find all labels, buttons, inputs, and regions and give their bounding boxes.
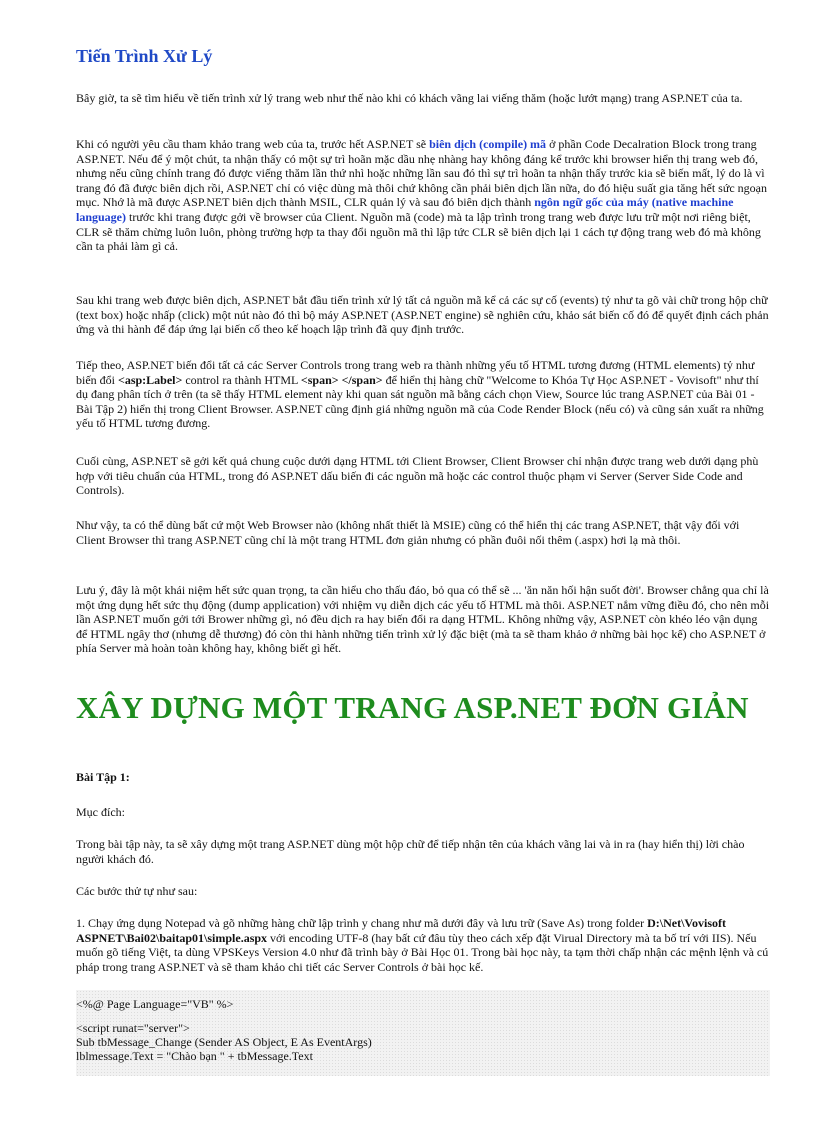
- section-title: Tiến Trình Xử Lý: [76, 46, 213, 66]
- main-heading: XÂY DỰNG MỘT TRANG ASP.NET ĐƠN GIẢN: [76, 690, 749, 725]
- code-line: <%@ Page Language="VB" %>: [76, 997, 234, 1011]
- paragraph-intro: Bây giờ, ta sẽ tìm hiểu về tiến trình xử lý trang web như thế nào khi có khách vãng lai viếng thăm (hoặc lướt mạng) trang ASP.NET của ta.: [76, 91, 743, 105]
- file-path: D:\Net\Vovisoft ASPNET\Bai02\baitap01\simple.aspx: [76, 916, 726, 945]
- term-compile: biên dịch (compile) mã: [429, 137, 547, 151]
- paragraph-server-controls: Tiếp theo, ASP.NET biến đổi tất cả các Server Controls trong trang web ra thành những yếu tố HTML tương đương (HTML elements) tỷ như biến đổi <asp:Label> control ra thành HTML <span> </span> để hiển thị hàng chữ "Welcome to Khóa Tự Học ASP.NET - Vovisoft" như thí dụ đang phân tích ở trên (ta sẽ thấy HTML element này khi quan sát nguồn mã bằng cách chọn View, Source lúc trang ASP.NET của Bài 01 - Bài Tập 2) hiển thị trong Client Browser. ASP.NET cũng định giá những nguồn mã của Code Render Block (nếu có) và cũng sản xuất ra những yếu tố HTML tương đương.: [76, 358, 764, 431]
- code-asp-label: <asp:Label>: [118, 372, 183, 387]
- step-1: 1. Chạy ứng dụng Notepad và gõ những hàng chữ lập trình y chang như mã dưới đây và lưu trữ (Save As) trong folder D:\Net\Vovisoft ASPNET\Bai02\baitap01\simple.aspx với encoding UTF-8 (hay bất cứ đâu tùy theo cách xếp đặt Virual Directory mà ta bố trí với IIS). Nếu muốn gõ tiếng Việt, ta dùng VPSKeys Version 4.0 như đã trình bày ở Bài Học 01. Trong bài học này, ta tạm thời chấp nhận các mệnh lệnh và cú pháp trong trang ASP.NET và sẽ tham khảo chi tiết các Server Controls ở bài học kế.: [76, 916, 769, 974]
- code-line: <script runat="server">: [76, 1021, 190, 1035]
- paragraph-result: Cuối cùng, ASP.NET sẽ gởi kết quả chung cuộc dưới dạng HTML tới Client Browser, Client Browser chỉ nhận được trang web dưới dạng phù hợp với tiêu chuẩn của HTML, trong đó ASP.NET dấu biến đi các nguồn mã hoặc các control thuộc phạm vi Server (Server Side Code and Controls).: [76, 454, 759, 498]
- code-block: [76, 990, 770, 1076]
- code-line: lblmessage.Text = "Chào bạn " + tbMessage.Text: [76, 1049, 313, 1063]
- code-line: Sub tbMessage_Change (Sender AS Object, E As EventArgs): [76, 1035, 372, 1049]
- purpose-label: Mục đích:: [76, 805, 125, 819]
- paragraph-note: Lưu ý, đây là một khái niệm hết sức quan trọng, ta cần hiểu cho thấu đáo, bỏ qua có thể sẽ ... 'ăn năn hối hận suốt đời'. Browser chẳng qua chỉ là một ứng dụng hết sức thụ động (dump application) với nhiệm vụ diễn dịch các yếu tố HTML mà thôi. ASP.NET nắm vững điều đó, cho nên mỗi lần ASP.NET muốn gởi tới Brower những gì, nó đều dịch ra hay biến đổi ra dạng HTML. Không những vậy, ASP.NET còn khéo léo vận dụng để HTML ngây thơ (nhưng dễ thương) đó còn thi hành những tiến trình xử lý đặc biệt (mà ta sẽ tham khảo ở những bài học kế) cho ASP.NET ở phía Server mà hoàn toàn không hay, không biết gì hết.: [76, 583, 770, 656]
- purpose-text: Trong bài tập này, ta sẽ xây dựng một trang ASP.NET dùng một hộp chữ để tiếp nhận tên của khách vãng lai và in ra (hay hiển thị) lời chào người khách đó.: [76, 837, 745, 866]
- paragraph-compile: Khi có người yêu cầu tham khảo trang web của ta, trước hết ASP.NET sẽ biên dịch (compile) mã ở phần Code Decalration Block trong trang ASP.NET. Nếu để ý một chút, ta nhận thấy có một sự trì hoãn mặc dầu nhẹ nhàng hay không đáng kể trước khi browser hiển thị trang web đó, nhưng nếu cũng chính trang đó được viếng thăm lần thứ nhì hoặc những lần sau đó thì sự trì hoãn ta nhận thấy trước kia sẽ biến mất, lý do là vì trang đó đã được biên dịch rồi, ASP.NET chỉ có việc dùng mà thôi chứ không cần phải biên dịch lần nữa, do đó hiệu suất gia tăng hết sức ngoạn mục. Nhớ là mã được ASP.NET biên dịch thành MSIL, CLR quản lý và sau đó biên dịch thành ngôn ngữ gốc của máy (native machine language) trước khi trang được gởi về browser của Client. Nguồn mã (code) mà ta lập trình trong trang web được lưu trữ một nơi riêng biệt, CLR sẽ thăm chừng luôn luôn, phòng trường hợp ta thay đổi nguồn mã thì lập tức CLR sẽ biên dịch lại 1 cách tự động trang web đó mà không cần ta phải làm gì cả.: [76, 137, 767, 254]
- term-native-language: ngôn ngữ gốc của máy (native machine language): [76, 195, 734, 224]
- exercise-label: Bài Tập 1:: [76, 770, 130, 784]
- steps-label: Các bước thử tự như sau:: [76, 884, 198, 898]
- paragraph-browser: Như vậy, ta có thể dùng bất cứ một Web Browser nào (không nhất thiết là MSIE) cũng có thể hiển thị các trang ASP.NET, thật vậy đối với Client Browser thì trang ASP.NET cũng chỉ là một trang HTML đơn giản nhưng có phần đuôi nối thêm (.aspx) hơi lạ mà thôi.: [76, 518, 740, 547]
- code-span: <span> </span>: [300, 372, 383, 387]
- paragraph-events: Sau khi trang web được biên dịch, ASP.NET bắt đầu tiến trình xử lý tất cả nguồn mã kể cả các sự cố (events) tỷ như ta gõ vài chữ trong hộp chữ (text box) hoặc nhấp (click) một nút nào đó thì bộ máy ASP.NET (ASP.NET engine) sẽ nghiên cứu, khảo sát biến cố đó để quyết định cách phản ứng và thi hành để đáp ứng lại biến cố theo kế hoạch lập trình đã quy định trước.: [76, 293, 769, 337]
